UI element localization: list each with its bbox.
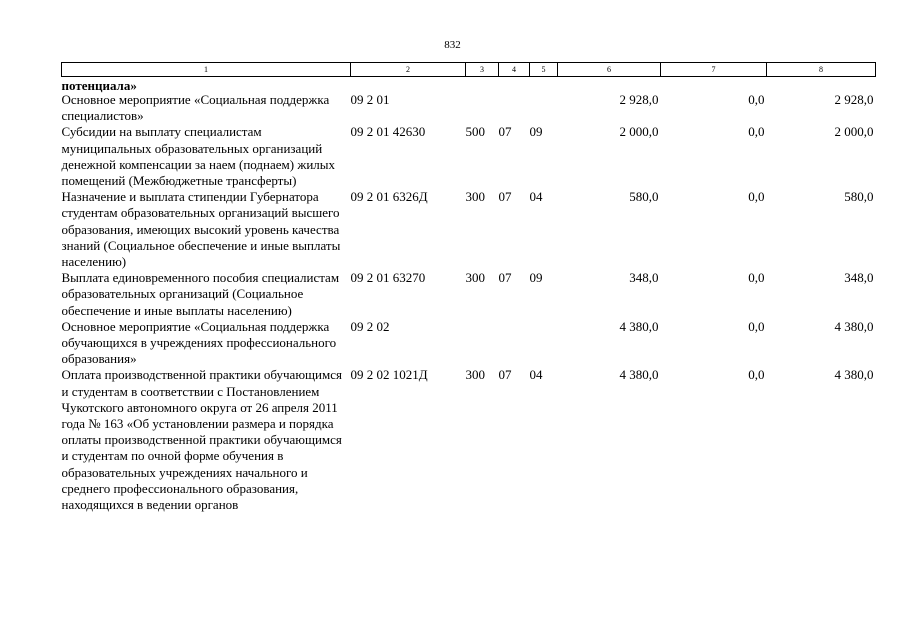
row-col8: 348,0 bbox=[844, 270, 874, 286]
row-code: 09 2 02 bbox=[350, 318, 390, 334]
column-header: 4 bbox=[499, 63, 530, 77]
column-header: 6 bbox=[558, 63, 661, 77]
row-col8 bbox=[767, 77, 876, 93]
row-col5 bbox=[530, 77, 558, 93]
table-row bbox=[62, 270, 876, 319]
row-col4: 07 bbox=[498, 189, 512, 205]
row-col7: 0,0 bbox=[748, 124, 765, 140]
row-code: 09 2 02 1021Д bbox=[350, 367, 428, 383]
table-row bbox=[62, 124, 876, 189]
row-col4 bbox=[499, 319, 530, 368]
row-col5: 09 bbox=[529, 124, 543, 140]
row-col4: 07 bbox=[498, 367, 512, 383]
row-col5: 04 bbox=[529, 189, 543, 205]
row-code: 09 2 01 63270 bbox=[350, 270, 426, 286]
row-col6: 4 380,0 bbox=[619, 318, 659, 334]
row-col4 bbox=[499, 92, 530, 124]
row-col8: 2 000,0 bbox=[834, 124, 874, 140]
row-col6: 348,0 bbox=[629, 270, 659, 286]
row-code: 09 2 01 bbox=[350, 92, 390, 107]
row-code: 09 2 01 6326Д bbox=[350, 189, 428, 205]
table-row bbox=[62, 92, 876, 124]
row-col6: 2 000,0 bbox=[619, 124, 659, 140]
row-name: Субсидии на выплату специалистам муниципальных образовательных организаций денежной компенсации за наем (поднаем) жилых помещений (Межбюджетные трансферты) bbox=[61, 124, 336, 189]
row-col8: 2 928,0 bbox=[834, 92, 874, 107]
table-row bbox=[62, 189, 876, 270]
row-col3: 300 bbox=[465, 367, 485, 383]
row-col7: 0,0 bbox=[748, 92, 765, 107]
row-col4 bbox=[499, 77, 530, 93]
column-header: 8 bbox=[767, 63, 876, 77]
row-col7: 0,0 bbox=[748, 189, 765, 205]
row-col5 bbox=[530, 92, 558, 124]
row-col7: 0,0 bbox=[748, 270, 765, 286]
budget-table bbox=[61, 62, 876, 513]
row-name: Основное мероприятие «Социальная поддержка обучающихся в учреждениях профессионального образования» bbox=[61, 318, 337, 367]
row-col7: 0,0 bbox=[748, 318, 765, 334]
row-col6 bbox=[558, 77, 661, 93]
row-col3 bbox=[466, 319, 499, 368]
page-number: 832 bbox=[444, 39, 461, 51]
row-name: потенциала» bbox=[61, 78, 137, 93]
table-row bbox=[62, 77, 876, 93]
row-name: Оплата производственной практики обучающимся и студентам в соответствии с Постановлением Чукотского автономного округа от 26 апреля 2011 года № 163 «Об установлении размера и порядка оплаты производственной практики обучающимся и студентам по очной форме обучения в образовательных учреждениях начального и среднего профессионального образования, находящихся в ведении органов bbox=[61, 367, 342, 513]
row-col8: 580,0 bbox=[844, 189, 874, 205]
row-col3: 300 bbox=[465, 189, 485, 205]
row-col8: 4 380,0 bbox=[834, 318, 874, 334]
column-header: 1 bbox=[62, 63, 351, 77]
row-col7 bbox=[661, 77, 767, 93]
row-col5: 04 bbox=[529, 367, 543, 383]
row-col4: 07 bbox=[498, 124, 512, 140]
row-col6: 580,0 bbox=[629, 189, 659, 205]
row-col5: 09 bbox=[529, 270, 543, 286]
row-name: Основное мероприятие «Социальная поддержка специалистов» bbox=[61, 92, 330, 124]
row-col7: 0,0 bbox=[748, 367, 765, 383]
row-col5 bbox=[530, 319, 558, 368]
row-col4: 07 bbox=[498, 270, 512, 286]
row-name: Назначение и выплата стипендии Губернатора студентам образовательных организаций высшего образования, имеющих высокий уровень качества знаний (Социальное обеспечение и иные выплаты населению) bbox=[61, 189, 341, 270]
table-row bbox=[62, 319, 876, 368]
row-col6: 2 928,0 bbox=[619, 92, 659, 107]
table-header-row bbox=[62, 63, 876, 77]
column-header: 3 bbox=[466, 63, 499, 77]
row-col8: 4 380,0 bbox=[834, 367, 874, 383]
row-code: 09 2 01 42630 bbox=[350, 124, 426, 140]
row-col6: 4 380,0 bbox=[619, 367, 659, 383]
column-header: 2 bbox=[351, 63, 466, 77]
column-header: 5 bbox=[530, 63, 558, 77]
row-code bbox=[351, 77, 466, 93]
column-header: 7 bbox=[661, 63, 767, 77]
table-row bbox=[62, 367, 876, 513]
row-col3 bbox=[466, 92, 499, 124]
row-col3: 300 bbox=[465, 270, 485, 286]
row-name: Выплата единовременного пособия специалистам образовательных организаций (Социальное обеспечение и иные выплаты населению) bbox=[61, 270, 340, 318]
row-col3: 500 bbox=[465, 124, 485, 140]
row-col3 bbox=[466, 77, 499, 93]
